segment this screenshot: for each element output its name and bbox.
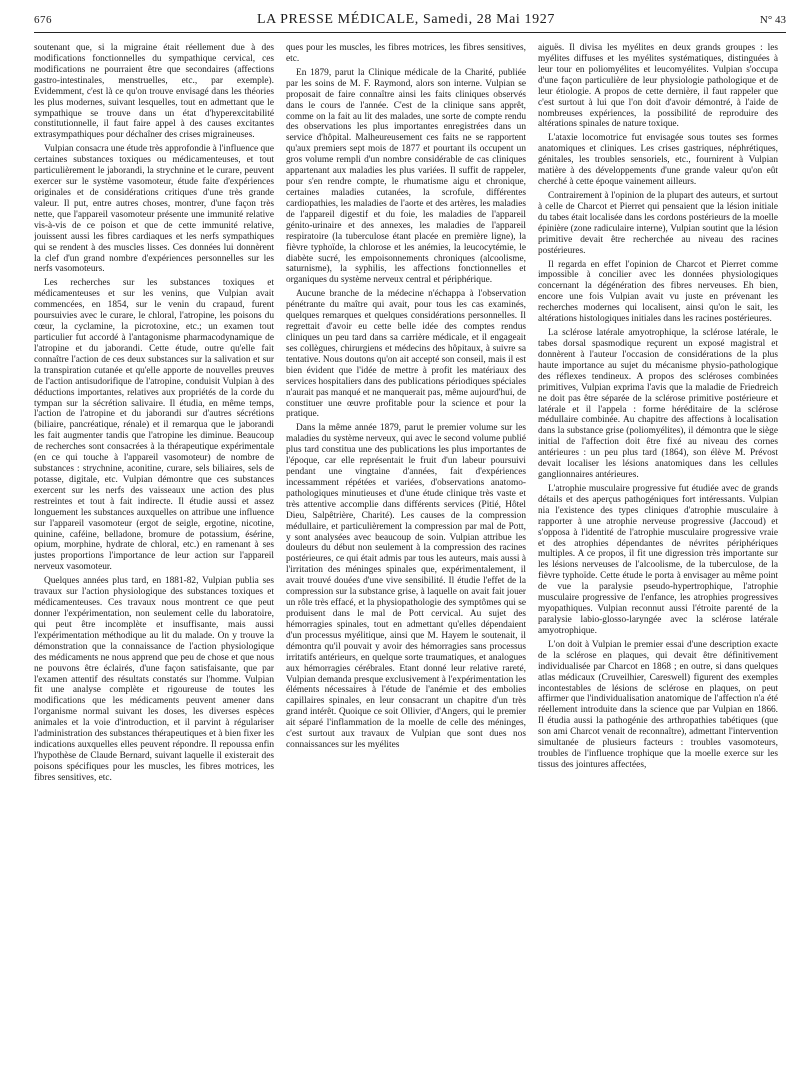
page-header — [34, 12, 786, 33]
paragraph: Les recherches sur les substances toxiques et médicamenteuses et sur les venins, que Vulpian avait commencées, en 1854, sur le venin du crapaud, furent poursuivies avec le curare, le chloral, l'atropine, les poisons du cœur, la cyclamine, la picrotoxine, etc.; un examen tout particulier fut accordé à l'antagonisme pharmacodynamique de l'atropine et du jaborandi. Cette étude, outre qu'elle fait connaître l'action de ces deux substances sur la salivation et sur la transpiration cutanée et qu'elle apporte de nouvelles preuves de l'action antisudorifique de l'atropine, conduisit Vulpian à des déductions importantes, relatives aux propriétés de la corde du tympan sur la sécrétion salivaire. Il étudia, en même temps, l'action de l'atropine et du jaborandi sur d'autres sécrétions (biliaire, pancréatique, rénale) et il remarqua que le jaborandi les fait augmenter tandis que l'atropine les diminue. Beaucoup de recherches sont consacrées à la thérapeutique expérimentale (en ce qui touche à l'appareil vasomoteur) de nombre de substances : strychnine, aconitine, curare, sels biliaires, sels de potasse, digitale, etc. Vulpian démontre que ces substances exercent sur les nerfs des vaisseaux une action des plus restreintes et tout à fait indirecte. Il étudie aussi et assez longuement les substances auxquelles on attribue une influence sur l'appareil vasomoteur (ergot de seigle, ergotine, nicotine, quinine, caféine, belladone, bromure de potassium, ésérine, opium, morphine, hydrate de chloral, etc.) en ramenant à ses justes proportions l'importance de leur action sur l'appareil nerveux vasomoteur. — [34, 278, 274, 573]
text-column-2 — [286, 43, 526, 1083]
paragraph: Quelques années plus tard, en 1881-82, Vulpian publia ses travaux sur l'action physiologique des substances toxiques et médicamenteuses. Ces travaux nous montrent ce que peut donner l'expérimentation, non seulement celle du laboratoire, qui peut être incomplète et insuffisante, mais aussi l'expérimentation méthodique au lit du malade. On y trouve la démonstration que la connaissance de l'action physiologique des médicaments ne nous apprend que peu de chose et que nous ne pouvons être éclairés, d'une façon satisfaisante, que par l'examen attentif des résultats constatés sur l'homme. Vulpian fit une analyse complète et rigoureuse de toutes les modifications que les médicaments peuvent amener dans l'organisme normal suivant les doses, les diverses espèces animales et la voie d'introduction, et il parvint à régulariser l'administration des substances thérapeutiques et à bien fixer les indications auxquelles elles peuvent répondre. Il repoussa enfin l'hypothèse de Claude Bernard, suivant laquelle il existerait des poisons spécifiques pour les muscles, les fibres motrices, les fibres sensitives, etc. — [34, 576, 274, 783]
paragraph: En 1879, parut la Clinique médicale de la Charité, publiée par les soins de M. F. Raymond, alors son interne. Vulpian se proposait de faire connaître ainsi les faits cliniques observés dans le cours de l'année. C'est de la clinique sans apprêt, comme on la fait au lit des malades, une sorte de compte rendu des observations les plus importantes enregistrées dans un service d'hôpital. Malheureusement ces faits ne se rapportent qu'aux premiers sept mois de 1877 et pourtant ils occupent un gros volume rempli d'un nombre considérable de cas cliniques appartenant aux maladies les plus variées. Il suffit de rappeler, pour s'en rendre compte, le rhumatisme aigu et chronique, certaines maladies cutanées, la scrofule, différentes cardiopathies, les maladies de l'aorte et des artères, les maladies de l'appareil digestif et du foie, les maladies de l'appareil génito-urinaire et des annexes, les maladies de l'appareil respiratoire (la tuberculose étant placée en première ligne), la fièvre typhoïde, la chlorose et les anémies, la leucocytémie, le diabète sucré, les empoisonnements chroniques (alcoolisme, saturnisme), la syphilis, les affections fonctionnelles et organiques du système nerveux central et périphérique. — [286, 67, 526, 286]
paragraph: L'on doit à Vulpian le premier essai d'une description exacte de la sclérose en plaques, qui devait être définitivement individualisée par Charcot en 1868 ; en outre, si dans quelques atlas médicaux (Cruveilhier, Careswell) figurent des exemples incontestables de lésions de sclérose en plaques, on peut affirmer que l'individualisation anatomique de l'affection n'a été réellement introduite dans la science que par Vulpian en 1866. Il étudia aussi la pathogénie des arthropathies tabétiques (que son ami Charcot venait de reconnaître), admettant l'intervention simultanée de plusieurs facteurs : troubles vasomoteurs, troubles de l'influence trophique que la moelle exerce sur les tissus des jointures affectées, — [538, 639, 778, 770]
page-number: 676 — [34, 14, 52, 26]
publication-title: LA PRESSE MÉDICALE, Samedi, 28 Mai 1927 — [256, 12, 555, 27]
paragraph: L'ataxie locomotrice fut envisagée sous toutes ses formes anatomiques et cliniques. Les crises gastriques, néphrétiques, génitales, les troubles sensoriels, etc., fournirent à Vulpian matière à des développements d'une grande valeur qu'on eût cherché à cette époque vainement ailleurs. — [538, 133, 778, 188]
issue-number: N° 43 — [759, 14, 786, 26]
paragraph: Contrairement à l'opinion de la plupart des auteurs, et surtout à celle de Charcot et Pierret qui pensaient que la lésion initiale du tabes était localisée dans les cordons postérieurs de la moelle épinière (zone radiculaire interne), Vulpian soutint que la lésion primitive devait être recherchée au niveau des racines postérieures. — [538, 190, 778, 256]
paragraph: aiguës. Il divisa les myélites en deux grands groupes : les myélites diffuses et les myélites systématiques, distinguées à leur tour en poliomyélites et leucomyélites. Vulpian s'occupa d'une façon particulière de leur physiologie pathologique et de leur étiologie. A propos de cette dernière, il faut rappeler que c'est surtout à lui que l'on doit d'avoir démontré, à l'aide de nombreuses expériences, la possibilité de reproduire des altérations spinales de nature toxique. — [538, 43, 778, 130]
paragraph: La sclérose latérale amyotrophique, la sclérose latérale, le tabes dorsal spasmodique reçurent un exposé magistral et donnèrent à l'auteur l'occasion de considérations de la plus haute importance au sujet du mécanisme physio-pathologique des réflexes tendineux. A propos des scléroses combinées primitives, Vulpian exprima l'avis que la maladie de Friedreich ne doit pas être séparée de la sclérose primitive postérieure et latérale et il l'appela : forme héréditaire de la sclérose médullaire combinée. Au chapitre des affections à localisation dans la substance grise (poliomyélites), il démontra que le siège initial de l'affection doit être fixé au niveau des cornes antérieures : un peu plus tard (1864), son élève M. Prévost devait localiser les lésions anatomiques dans les cellules ganglionnaires antérieures. — [538, 328, 778, 481]
text-column-3 — [538, 43, 778, 1083]
paragraph: Dans la même année 1879, parut le premier volume sur les maladies du système nerveux, qui avec le second volume publié plus tard constitua une des publications les plus importantes de l'époque, car elle représentait le fruit d'un labeur poursuivi pendant une vingtaine d'années, fait d'expériences incessamment répétées et variées, d'observations anatomo-pathologiques minutieuses et d'une étude clinique très vaste et très attentive accomplie dans différents services (Pitié, Hôtel Dieu, Salpêtrière, Charité). Les causes de la compression médullaire, et particulièrement la compression par mal de Pott, y sont analysées avec beaucoup de soin. Vulpian attribue les douleurs du début non seulement à la compression des racines postérieures, ce qui était admis par tous les auteurs, mais aussi à l'irritation des méninges spinales que, expérimentalement, il avait trouvé douées d'une vive sensibilité. Il étudie l'effet de la compression sur la substance grise, à laquelle on avait fait jouer un rôle très effacé, et la physiopathologie des symptômes qui se produisent dans le mal de Pott cervical. Au sujet des hémorragies spinales, tout en admettant qu'elles dépendaient d'un processus myélitique, ainsi que M. Hayem le soutenait, il démontra qu'il pouvait y avoir des hémorragies sans processus irritatifs antérieurs, en quelque sorte traumatiques, et analogues aux hémorragies cérébrales. Etant donné leur relative rareté, Vulpian demanda presque exclusivement à l'expérimentation les éléments nécessaires à l'étude de l'anémie et des embolies capillaires spinales, en leur consacrant un chapitre d'un très grand intérêt. Quoique ce soit Ollivier, d'Angers, qui le premier ait séparé l'inflammation de la moelle de celle des méninges, c'est surtout aux travaux de Vulpian que sont dues nos connaissances sur les myélites — [286, 423, 526, 751]
text-columns — [34, 43, 786, 1083]
paragraph: ques pour les muscles, les fibres motrices, les fibres sensitives, etc. — [286, 43, 526, 64]
paragraph: Il regarda en effet l'opinion de Charcot et Pierret comme impossible à concilier avec les données physiologiques concernant la dégénération des fibres nerveuses. Eh bien, encore une fois Vulpian avait vu juste en prévenant les recherches modernes qui localisent, ainsi qu'on le sait, les altérations histologiques initiales dans les racines postérieures. — [538, 259, 778, 325]
paragraph: Aucune branche de la médecine n'échappa à l'observation pénétrante du maître qui avait, pour tous les cas examinés, quelques remarques et quelques considérations personnelles. Il regrettait d'avoir eu cette belle idée des comptes rendus cliniques un peu tard dans sa carrière médicale, et il engageait ses collègues, chirurgiens et médecins des hôpitaux, à suivre sa tentative. Nous doutons qu'on ait accepté son conseil, mais il est bien évident que l'idée de mettre à profit les matériaux des services hospitaliers dans des publications périodiques spéciales n'aurait pas manqué et ne manquerait pas, même aujourd'hui, de constituer une œuvre profitable pour la science et pour la pratique. — [286, 289, 526, 420]
text-column-1 — [34, 43, 274, 1083]
paragraph: L'atrophie musculaire progressive fut étudiée avec de grands détails et des aperçus pathogéniques fort intéressants. Vulpian nia l'existence des types cliniques d'atrophie musculaire à rapporter à une atrophie nerveuse progressive (Jaccoud) et s'opposa à l'identité de l'atrophie musculaire progressive vraie et des atrophies dépendantes de névrites périphériques multiples. A ce propos, il fit une digression très importante sur les lésions nerveuses de l'alcoolisme, de la tuberculose, de la fièvre typhoïde. Cette étude le porta à envisager au même point de vue la paralysie pseudo-hypertrophique, l'atrophie musculaire progressive de l'enfance, les atrophies progressives myopathiques. Vulpian reconnut aussi l'étroite parenté de la paralysie labio-glosso-laryngée avec la sclérose latérale amyotrophique. — [538, 483, 778, 636]
paragraph: Vulpian consacra une étude très approfondie à l'influence que certaines substances toxiques ou médicamenteuses, et tout particulièrement le jaborandi, la strychnine et le curare, peuvent exercer sur le système vasomoteur, étude faite d'expériences originales et de considérations critiques d'une très grande valeur. Il put, entre autres choses, montrer, d'une façon très nette, que l'appareil vasomoteur présente une immunité relative vis-à-vis de ce poison et que de cette immunité relative, jouissent aussi les fibres cardiaques et les nerfs sympathiques qui se rendent à des muscles lisses. Ces données lui donnèrent la clef d'un grand nombre d'expériences personnelles sur les nerfs vasomoteurs. — [34, 144, 274, 275]
paragraph: soutenant que, si la migraine était réellement due à des modifications fonctionnelles du sympathique cervical, ces modifications ne pourraient être que secondaires (affections gastro-intestinales, menstruelles, etc., par exemple). Evidemment, c'est là ce qu'on trouve envisagé dans les théories les plus modernes, suivant lesquelles, tout en admettant que le sympathique se trouve dans un état d'hyperexcitabilité constitutionnelle, il faut faire appel à des causes excitantes extrasympathiques pour déchaîner des crises migraineuses. — [34, 43, 274, 141]
